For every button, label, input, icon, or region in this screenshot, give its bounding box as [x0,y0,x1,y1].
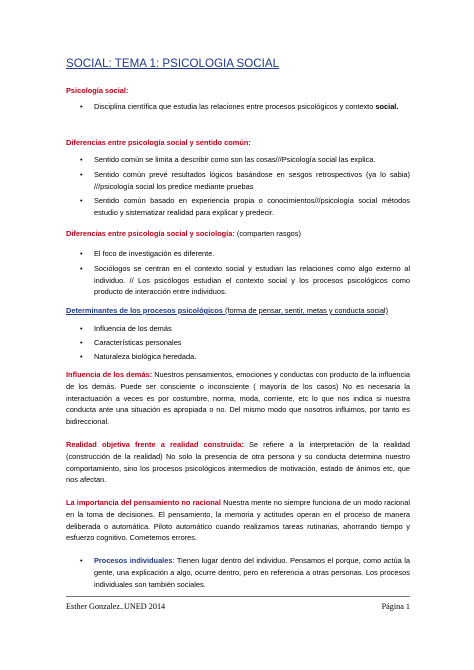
heading-diferencias-sentido-comun: Diferencias entre psicología social y sentido común: [66,138,251,147]
list-determinantes [66,323,410,364]
bullet-icon: • [80,263,83,273]
paragraph-realidad: Realidad objetiva frente a realidad construida: Se refiere a la interpretación de la realidad (construcción de la realidad) No solo la presencia de otra persona y su conducta determina nuestro comportamiento, sino los procesos psicológicos intermedios de motivación, estado de ánimos etc, que nos afectan. [66,440,410,485]
list-psicologia-social [66,101,410,116]
list-item: • Sentido común basado en experiencia propia o conocimientos///psicología social métodos estudio y sistematizar realidad para explicar y predecir. [80,196,410,218]
list-item: • Sentido común prevé resultados lógicos basándose en sesgos retrospectivos (ya lo sabia) ///psicología social los predice mediante pruebas [80,169,410,191]
list-diferencias-sociologia [66,248,410,301]
list-diferencias-sentido-comun [66,154,410,222]
footer-author: Esther Gonzalez..UNED 2014 [66,602,166,611]
bullet-icon: • [80,351,83,361]
list-item: • Influencia de los demás [80,324,172,333]
heading-determinantes: Determinantes de los procesos psicológicos (forma de pensar, sentir, metas y conducta social) [66,306,389,315]
list-item: • Disciplina científica que estudia las relaciones entre procesos psicológicos y contexto social. [80,102,399,111]
bullet-icon: • [80,324,83,333]
bullet-icon: • [80,169,83,179]
heading-psicologia-social: Psicología social: [66,86,129,95]
list-item: • Procesos individuales: Tienen lugar dentro del individuo. Pensamos el porque, como actúa la gente, una explicación a algo, ocurre dentro, pero en referencia a otras personas. Los procesos individuales son también sociales. [80,556,411,589]
list-item: • Características personales [80,337,182,347]
bullet-icon: • [80,102,83,111]
bullet-icon: • [80,337,83,347]
list-item: • Sociólogos se centran en el contexto social y estudian las relaciones como algo externo al individuo. // Los psicólogos estudian el contexto social y los procesos psicológicos como producto de interacción entre individuos. [80,263,410,297]
paragraph-influencia: Influencia de los demás: Nuestros pensamientos, emociones y conductas con producto de la influencia de los demás. Puede ser consciente o inconsciente ( mayoría de los casos) No es necesaria la interactuación a veces es por costumbre, norma, moda, corriente, etc lo que nos indica si nuestra conducta ante una situación es apropiada o no. Del mismo modo que nosotros influimos, por tanto es bidireccional. [66,370,410,427]
bullet-icon: • [80,249,83,258]
heading-diferencias-sociologia: Diferencias entre psicología social y sociología: (comparten rasgos) [66,229,301,238]
bullet-icon: • [80,556,83,565]
list-item: • El foco de investigación es diferente. [80,249,215,258]
footer-page-number: Página 1 [381,602,410,611]
footer-divider [66,596,410,597]
list-item: • Sentido común se limita a describir como son las cosas///Psicología social las explica. [80,155,376,164]
document-title: SOCIAL: TEMA 1: PSICOLOGIA SOCIAL [66,57,280,70]
list-procesos-individuales [66,555,410,593]
bullet-icon: • [80,155,83,164]
paragraph-pensamiento-no-racional: La importancia del pensamiento no racional Nuestra mente no siempre funciona de un modo racional en la toma de decisiones. El pensamiento, la memoria y actitudes operan en el proceso de manera deliberada o automática. Piloto automático cuando realizamos tareas rutinarias, ahorrando tiempo y esfuerzo cognitivo. Cometemos errores. [66,498,410,543]
bullet-icon: • [80,196,83,206]
list-item: • Naturaleza biológica heredada. [80,351,197,361]
